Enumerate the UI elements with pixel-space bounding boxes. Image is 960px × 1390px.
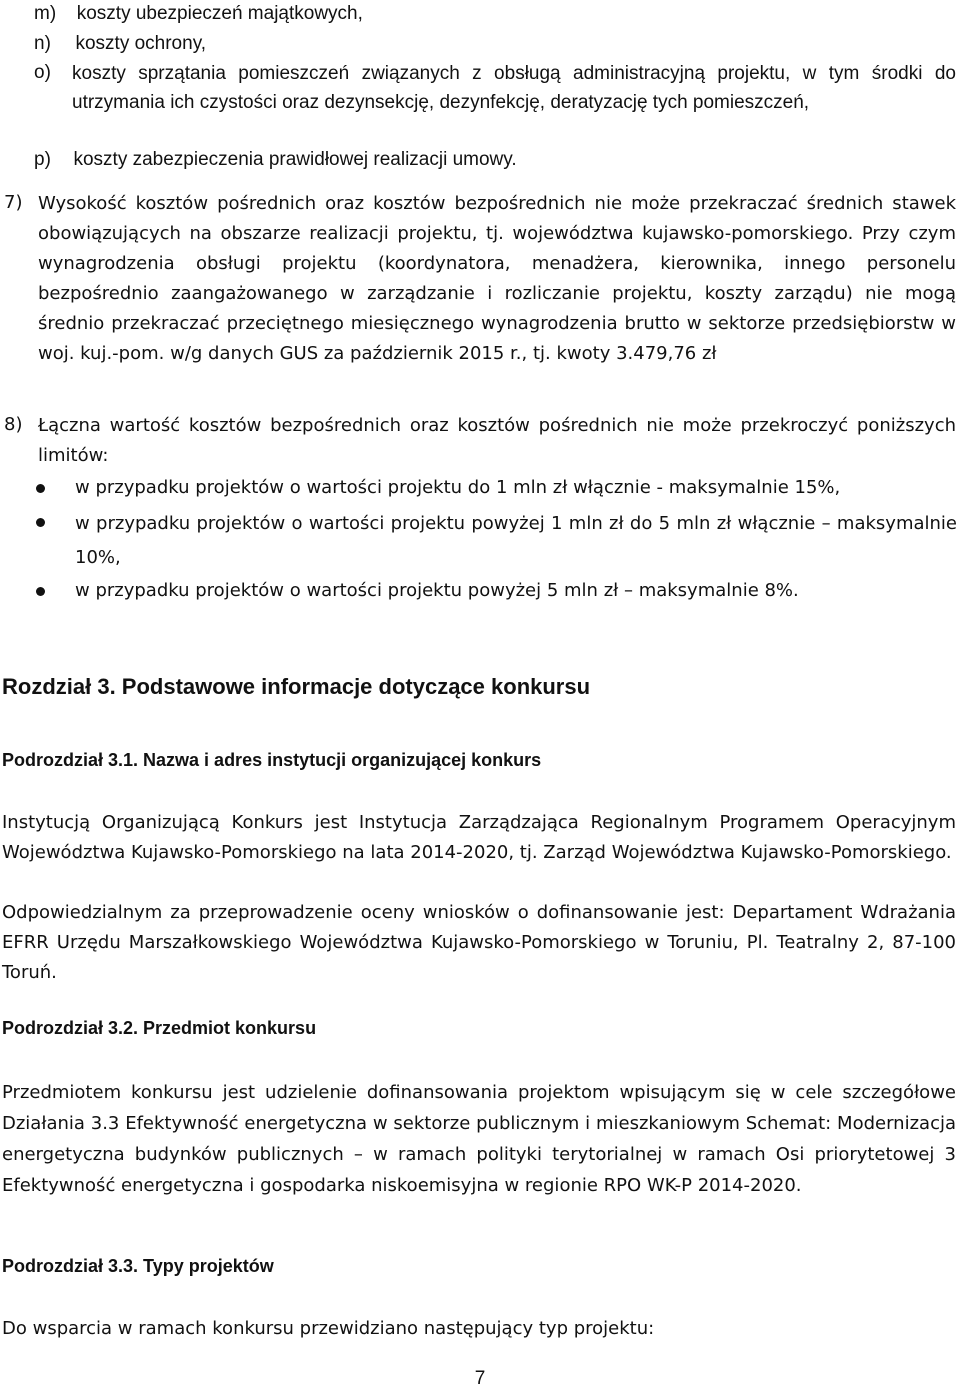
- subchapter-title: Podrozdział 3.2. Przedmiot konkursu: [2, 1018, 317, 1038]
- page-number: 7: [474, 1368, 486, 1389]
- list-label: n): [34, 33, 51, 54]
- subchapter-title: Podrozdział 3.1. Nazwa i adres instytucji organizującej konkurs: [2, 750, 542, 770]
- bullet-dot: [36, 587, 45, 596]
- list-label: p): [34, 149, 51, 170]
- bullet-item: w przypadku projektów o wartości projektu powyżej 1 mln zł do 5 mln zł włącznie – maksymalnie 10%,: [75, 513, 957, 568]
- bullet-dot: [36, 484, 45, 493]
- subchapter-title: Podrozdział 3.3. Typy projektów: [2, 1256, 274, 1276]
- list-item: [34, 0, 363, 28]
- list-text: koszty zabezpieczenia prawidłowej realizacji umowy.: [73, 149, 517, 170]
- point-text: Wysokość kosztów pośrednich oraz kosztów bezpośrednich nie może przekraczać średnich stawek obowiązujących na obszarze realizacji projektu, tj. województwa kujawsko-pomorskiego. Przy czym wynagrodzenia obsługi projektu (koordynatora, menadżera, kierownika, innego personelu bezpośrednio zaangażowanego w zarządzanie i rozliczanie projektu, koszty zarządu) nie mogą średnio przekraczać przeciętnego miesięcznego wynagrodzenia brutto w sektorze przedsiębiorstw w woj. kuj.-pom. w/g danych GUS za październik 2015 r., tj. kwoty 3.479,76 zł: [38, 193, 956, 364]
- paragraph: Do wsparcia w ramach konkursu przewidziano następujący typ projektu:: [2, 1318, 655, 1339]
- list-text: koszty ochrony,: [75, 33, 207, 54]
- list-label: m): [34, 3, 57, 24]
- paragraph: Odpowiedzialnym za przeprowadzenie oceny wniosków o dofinansowanie jest: Departament Wdrażania EFRR Urzędu Marszałkowskiego Województwa Kujawsko-Pomorskiego w Toruniu, Pl. Teatralny 2, 87-100 Toruń.: [2, 902, 956, 983]
- paragraph: Przedmiotem konkursu jest udzielenie dofinansowania projektom wpisującym się w cele szczegółowe Działania 3.3 Efektywność energetyczna w sektorze publicznym i mieszkaniowym Schemat: Modernizacja energetyczna budynków publicznych – w ramach polityki terytorialnej w ramach Osi priorytetowej 3 Efektywność energetyczna i gospodarka niskoemisyjna w regionie RPO WK-P 2014-2020.: [2, 1082, 956, 1196]
- bullet-item: w przypadku projektów o wartości projektu powyżej 5 mln zł – maksymalnie 8%.: [75, 580, 799, 601]
- chapter-title: Rozdział 3. Podstawowe informacje dotyczące konkursu: [2, 674, 591, 699]
- list-item: [34, 30, 206, 58]
- paragraph: Instytucją Organizującą Konkurs jest Instytucja Zarządzająca Regionalnym Programem Operacyjnym Województwa Kujawsko-Pomorskiego na lata 2014-2020, tj. Zarząd Województwa Kujawsko-Pomorskiego.: [2, 812, 956, 863]
- point-text: Łączna wartość kosztów bezpośrednich oraz kosztów pośrednich nie może przekroczyć poniższych limitów:: [38, 415, 956, 466]
- list-item: [34, 146, 517, 174]
- bullet-item: w przypadku projektów o wartości projektu do 1 mln zł włącznie - maksymalnie 15%,: [75, 477, 841, 498]
- list-text: koszty ubezpieczeń majątkowych,: [76, 3, 363, 24]
- list-text: koszty sprzątania pomieszczeń związanych z obsługą administracyjną projektu, w tym środki do utrzymania ich czystości oraz dezynsekcję, dezynfekcję, deratyzację tych pomieszczeń,: [72, 63, 956, 113]
- point-label: 7): [4, 192, 23, 213]
- list-label: o): [34, 62, 51, 83]
- point-label: 8): [4, 414, 23, 435]
- bullet-dot: [36, 518, 45, 527]
